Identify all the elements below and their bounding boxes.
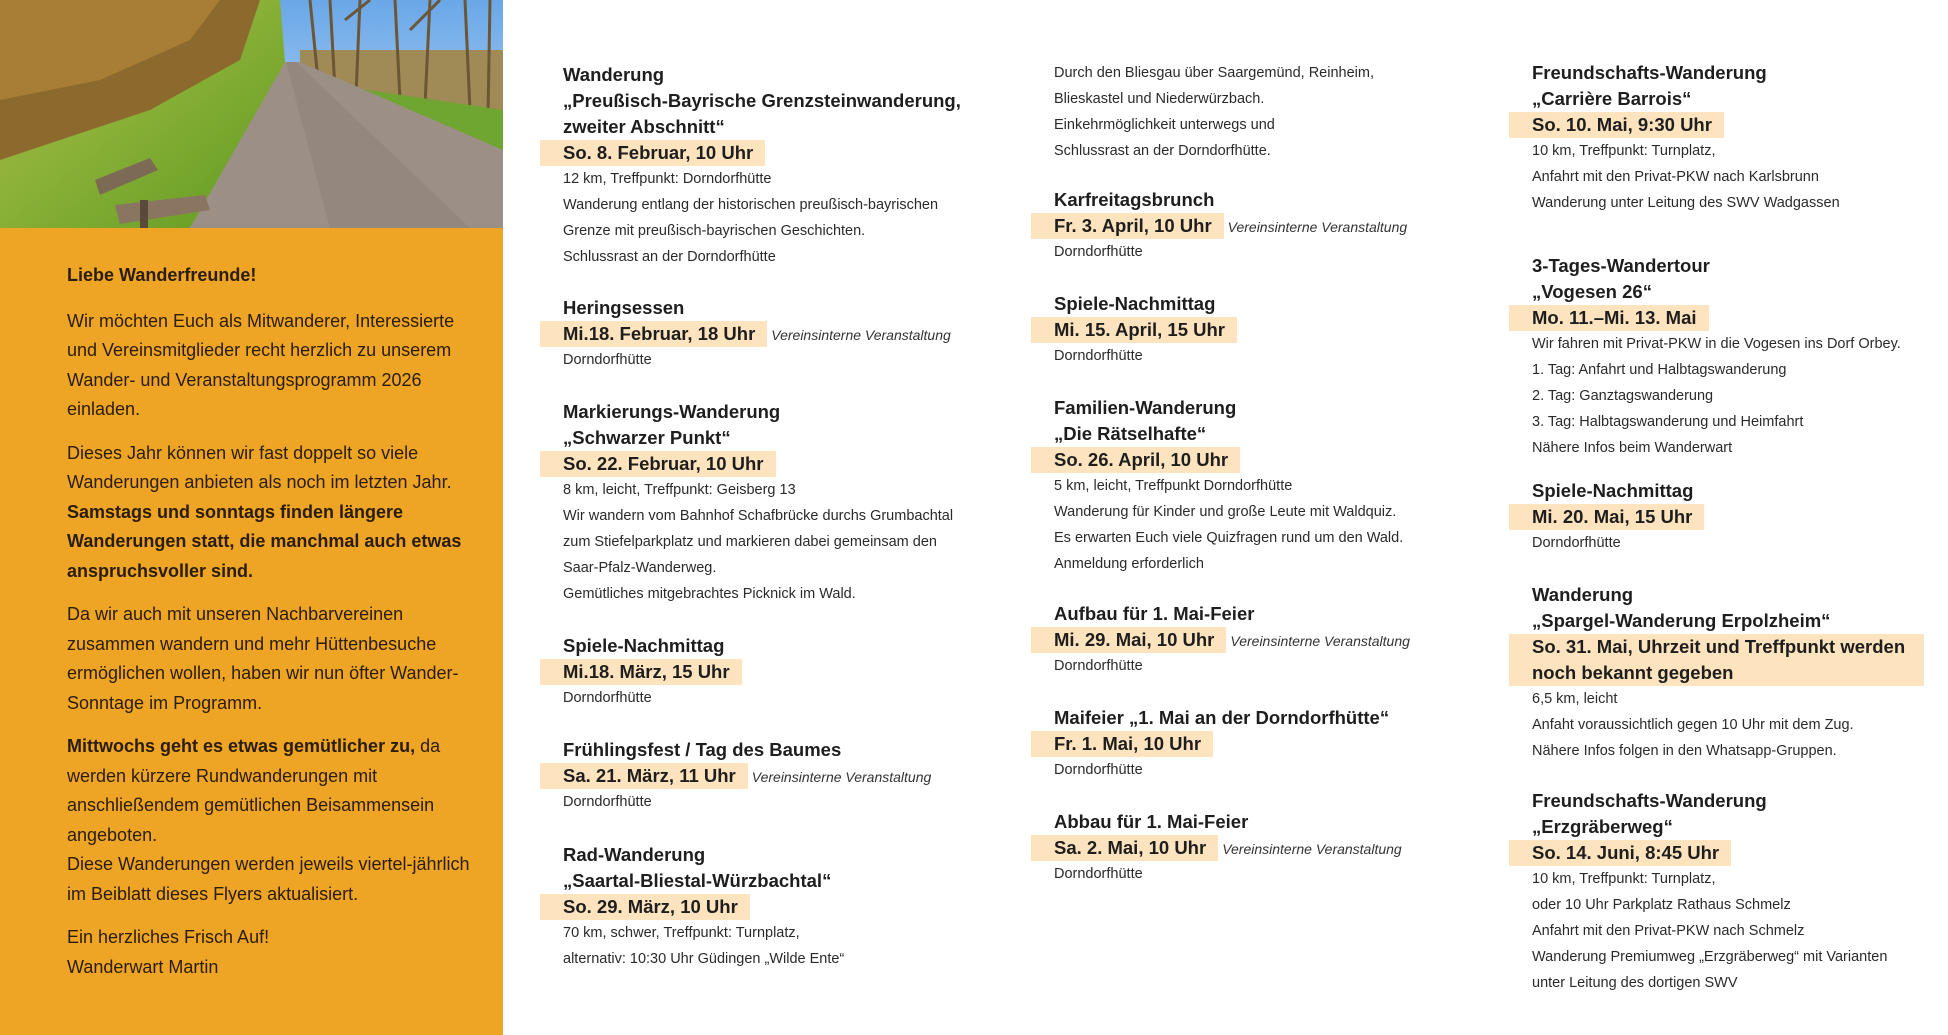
event-details [563, 685, 993, 711]
event-date-row [1054, 731, 1494, 757]
event-title: „Schwarzer Punkt“ [563, 427, 731, 448]
event-detail-line: Dorndorfhütte [563, 690, 652, 706]
event-block [1054, 395, 1494, 577]
event-details [1054, 473, 1494, 577]
event-date-row [563, 321, 993, 347]
event-title: „Die Rätselhafte“ [1054, 423, 1207, 444]
event-date: Sa. 21. März, 11 Uhr [540, 763, 748, 789]
event-date: So. 26. April, 10 Uhr [1031, 447, 1240, 473]
event-title: Aufbau für 1. Mai-Feier [1054, 603, 1255, 624]
event-detail-line: Gemütliches mitgebrachtes Picknick im Wald. [563, 586, 856, 602]
event-details [563, 166, 993, 270]
event-detail-line: 3. Tag: Halbtagswanderung und Heimfahrt [1532, 414, 1804, 430]
event-title: Frühlingsfest / Tag des Baumes [563, 739, 842, 760]
event-details [1054, 239, 1494, 265]
event-details [1532, 530, 1942, 556]
event-title: Spiele-Nachmittag [1054, 293, 1216, 314]
event-title: Familien-Wanderung [1054, 397, 1237, 418]
event-detail-line: Dorndorfhütte [1054, 244, 1143, 260]
event-date-row [563, 894, 993, 920]
event-detail-line: Anfaht voraussichtlich gegen 10 Uhr mit dem Zug. [1532, 717, 1854, 733]
weekend-hikes-text: Samstags und sonntags finden längere Wanderungen statt, die manchmal auch etwas anspruchsvoller sind. [67, 501, 462, 581]
event-title: Freundschafts-Wanderung [1532, 62, 1767, 83]
event-title: Rad-Wanderung [563, 844, 706, 865]
internal-event-note: Vereinsinterne Veranstaltung [1227, 219, 1408, 235]
intro-paragraph: Wir möchten Euch als Mitwanderer, Interessierte und Vereinsmitglieder recht herzlich zu unserem Wander- und Veranstaltungsprogramm 2026 einladen. [67, 310, 455, 419]
event-date: Sa. 2. Mai, 10 Uhr [1031, 835, 1218, 861]
event-detail-line: Dorndorfhütte [563, 352, 652, 368]
event-detail-line: 10 km, Treffpunkt: Turnplatz, [1532, 871, 1716, 887]
closing [67, 923, 472, 982]
event-title: Spiele-Nachmittag [1532, 480, 1694, 501]
event-date-row [1054, 317, 1494, 343]
event-title: Spiele-Nachmittag [563, 635, 725, 656]
path-illustration [0, 0, 503, 228]
event-details [563, 789, 993, 815]
event-detail-line: 1. Tag: Anfahrt und Halbtagswanderung [1532, 362, 1787, 378]
event-date-row [1054, 447, 1494, 473]
event-title: „Preußisch-Bayrische Grenzsteinwanderung, [563, 90, 961, 111]
event-title: Heringsessen [563, 297, 685, 318]
event-date: Mi. 29. Mai, 10 Uhr [1031, 627, 1226, 653]
event-detail-line: Anfahrt mit den Privat-PKW nach Karlsbrunn [1532, 169, 1819, 185]
event-title: Freundschafts-Wanderung [1532, 790, 1767, 811]
closing-greeting: Ein herzliches Frisch Auf! [67, 927, 270, 947]
event-detail-line: 5 km, leicht, Treffpunkt Dorndorfhütte [1054, 478, 1293, 494]
event-detail-line: unter Leitung des dortigen SWV [1532, 975, 1738, 991]
internal-event-note: Vereinsinterne Veranstaltung [771, 327, 951, 343]
event-block [563, 295, 993, 373]
event-block [1054, 705, 1494, 783]
event-detail-line: Blieskastel und Niederwürzbach. [1054, 91, 1265, 107]
event-detail-line: Dorndorfhütte [1532, 535, 1621, 551]
event-block [1532, 582, 1942, 764]
event-title: Markierungs-Wanderung [563, 401, 781, 422]
event-detail-line: Dorndorfhütte [563, 794, 652, 810]
event-date: So. 29. März, 10 Uhr [540, 894, 750, 920]
event-title: „Spargel-Wanderung Erpolzheim“ [1532, 610, 1831, 631]
event-date-row [1532, 112, 1942, 138]
wednesday-text: da werden kürzere Rundwanderungen mit anschließendem gemütlichen Beisammensein angeboten. [67, 736, 441, 845]
event-detail-line: Wanderung Premiumweg „Erzgräberweg“ mit Varianten [1532, 949, 1888, 965]
event-date: So. 8. Februar, 10 Uhr [540, 140, 765, 166]
more-hikes-text: Dieses Jahr können wir fast doppelt so viele Wanderungen anbieten als noch im letzten Jahr. [67, 442, 452, 492]
event-detail-line: Grenze mit preußisch-bayrischen Geschichten. [563, 223, 866, 239]
event-detail-line: Anmeldung erforderlich [1054, 556, 1204, 572]
event-details [1532, 686, 1942, 764]
event-detail-line: Dorndorfhütte [1054, 866, 1143, 882]
event-detail-line: Dorndorfhütte [1054, 348, 1143, 364]
event-date-row [1532, 305, 1942, 331]
event-title: Karfreitagsbrunch [1054, 189, 1215, 210]
event-detail-line: Wanderung entlang der historischen preußisch-bayrischen [563, 197, 939, 213]
event-date: Mi. 20. Mai, 15 Uhr [1509, 504, 1704, 530]
signature: Wanderwart Martin [67, 956, 219, 977]
event-block [1532, 60, 1942, 216]
intro-panel [0, 0, 503, 1035]
event-date-row [563, 451, 993, 477]
event-detail-line: Dorndorfhütte [1054, 658, 1143, 674]
welcome-text [67, 261, 472, 996]
event-date-row [1532, 634, 1942, 686]
event-detail-line: Wanderung für Kinder und große Leute mit Waldquiz. [1054, 504, 1397, 520]
neighbors-paragraph: Da wir auch mit unseren Nachbarvereinen zusammen wandern und mehr Hüttenbesuche ermöglichen wollen, haben wir nun öfter Wander-Sonntage im Programm. [67, 604, 459, 713]
event-title: Abbau für 1. Mai-Feier [1054, 811, 1249, 832]
event-detail-line: Anfahrt mit den Privat-PKW nach Schmelz [1532, 923, 1805, 939]
event-block [563, 842, 993, 972]
event-date-row [563, 763, 993, 789]
event-detail-line: Wir wandern vom Bahnhof Schafbrücke durchs Grumbachtal [563, 508, 954, 524]
event-date-row [1054, 627, 1494, 653]
event-block [1054, 291, 1494, 369]
event-block [1532, 478, 1942, 556]
event-detail-line: alternativ: 10:30 Uhr Güdingen „Wilde Ente“ [563, 951, 845, 967]
event-detail-line: 8 km, leicht, Treffpunkt: Geisberg 13 [563, 482, 796, 498]
event-detail-line: Es erwarten Euch viele Quizfragen rund um den Wald. [1054, 530, 1404, 546]
event-block [563, 633, 993, 711]
event-details [1054, 653, 1494, 679]
event-detail-line: 70 km, schwer, Treffpunkt: Turnplatz, [563, 925, 800, 941]
event-title: „Saartal-Bliestal-Würzbachtal“ [563, 870, 832, 891]
event-title: „Vogesen 26“ [1532, 281, 1652, 302]
event-date: So. 31. Mai, Uhrzeit und Treffpunkt werden noch bekannt gegeben [1509, 634, 1924, 686]
wednesday-paragraph [67, 732, 472, 909]
event-details [1532, 866, 1942, 996]
event-date-row [1054, 213, 1494, 239]
event-detail-line: Nähere Infos beim Wanderwart [1532, 440, 1733, 456]
event-date-row [563, 659, 993, 685]
event-detail-line: oder 10 Uhr Parkplatz Rathaus Schmelz [1532, 897, 1791, 913]
event-detail-line: Durch den Bliesgau über Saargemünd, Reinheim, [1054, 65, 1374, 81]
event-detail-line: Wanderung unter Leitung des SWV Wadgassen [1532, 195, 1840, 211]
wednesday-bold: Mittwochs geht es etwas gemütlicher zu, [67, 736, 416, 756]
event-detail-line: Schlussrast an der Dorndorfhütte [563, 249, 776, 265]
event-date-row [1532, 840, 1942, 866]
event-detail-line: Dorndorfhütte [1054, 762, 1143, 778]
more-hikes-paragraph [67, 439, 472, 587]
event-details [1532, 138, 1942, 216]
event-title: „Carrière Barrois“ [1532, 88, 1692, 109]
event-details [563, 477, 993, 607]
event-detail-line: Nähere Infos folgen in den Whatsapp-Gruppen. [1532, 743, 1837, 759]
event-title: Maifeier „1. Mai an der Dorndorfhütte“ [1054, 707, 1390, 728]
event-detail-line: Saar-Pfalz-Wanderweg. [563, 560, 717, 576]
event-date: So. 14. Juni, 8:45 Uhr [1509, 840, 1731, 866]
internal-event-note: Vereinsinterne Veranstaltung [1222, 841, 1402, 857]
quarterly-update-text: Diese Wanderungen werden jeweils viertel-jährlich im Beiblatt dieses Flyers aktualisiert. [67, 854, 470, 904]
greeting: Liebe Wanderfreunde! [67, 265, 257, 285]
event-title: Wanderung [563, 64, 665, 85]
event-block [1532, 788, 1942, 996]
event-block [1054, 601, 1494, 679]
event-title: Wanderung [1532, 584, 1634, 605]
event-block [563, 399, 993, 607]
event-details [1054, 757, 1494, 783]
event-details [1054, 343, 1494, 369]
event-date-row [1054, 835, 1494, 861]
event-date: Mi.18. März, 15 Uhr [540, 659, 742, 685]
event-details [1054, 861, 1494, 887]
event-date: Fr. 1. Mai, 10 Uhr [1031, 731, 1213, 757]
event-details [1054, 60, 1494, 164]
event-detail-line: 10 km, Treffpunkt: Turnplatz, [1532, 143, 1716, 159]
event-details [563, 920, 993, 972]
event-title: „Erzgräberweg“ [1532, 816, 1673, 837]
event-block [1054, 809, 1494, 887]
event-details [1532, 331, 1942, 461]
landscape-photo [0, 0, 503, 228]
event-date: Mi. 15. April, 15 Uhr [1031, 317, 1237, 343]
event-detail-line: Einkehrmöglichkeit unterwegs und [1054, 117, 1275, 133]
event-detail-line: Wir fahren mit Privat-PKW in die Vogesen ins Dorf Orbey. [1532, 336, 1901, 352]
internal-event-note: Vereinsinterne Veranstaltung [1230, 633, 1410, 649]
event-date-row [563, 140, 993, 166]
event-block [563, 737, 993, 815]
event-date: So. 22. Februar, 10 Uhr [540, 451, 776, 477]
event-detail-line: 6,5 km, leicht [1532, 691, 1618, 707]
event-detail-line: Schlussrast an der Dorndorfhütte. [1054, 143, 1271, 159]
event-detail-line: 12 km, Treffpunkt: Dorndorfhütte [563, 171, 772, 187]
event-date: Mo. 11.–Mi. 13. Mai [1509, 305, 1709, 331]
event-date-row [1532, 504, 1942, 530]
event-date: Fr. 3. April, 10 Uhr [1031, 213, 1224, 239]
internal-event-note: Vereinsinterne Veranstaltung [751, 769, 932, 785]
event-date: Mi.18. Februar, 18 Uhr [540, 321, 767, 347]
event-detail-line: zum Stiefelparkplatz und markieren dabei gemeinsam den [563, 534, 937, 550]
event-title: 3-Tages-Wandertour [1532, 255, 1710, 276]
event-block [563, 62, 993, 270]
event-detail-line: 2. Tag: Ganztagswanderung [1532, 388, 1714, 404]
event-details [563, 347, 993, 373]
event-date: So. 10. Mai, 9:30 Uhr [1509, 112, 1724, 138]
event-block [1054, 60, 1494, 164]
event-title: zweiter Abschnitt“ [563, 116, 725, 137]
event-block [1532, 253, 1942, 461]
event-block [1054, 187, 1494, 265]
